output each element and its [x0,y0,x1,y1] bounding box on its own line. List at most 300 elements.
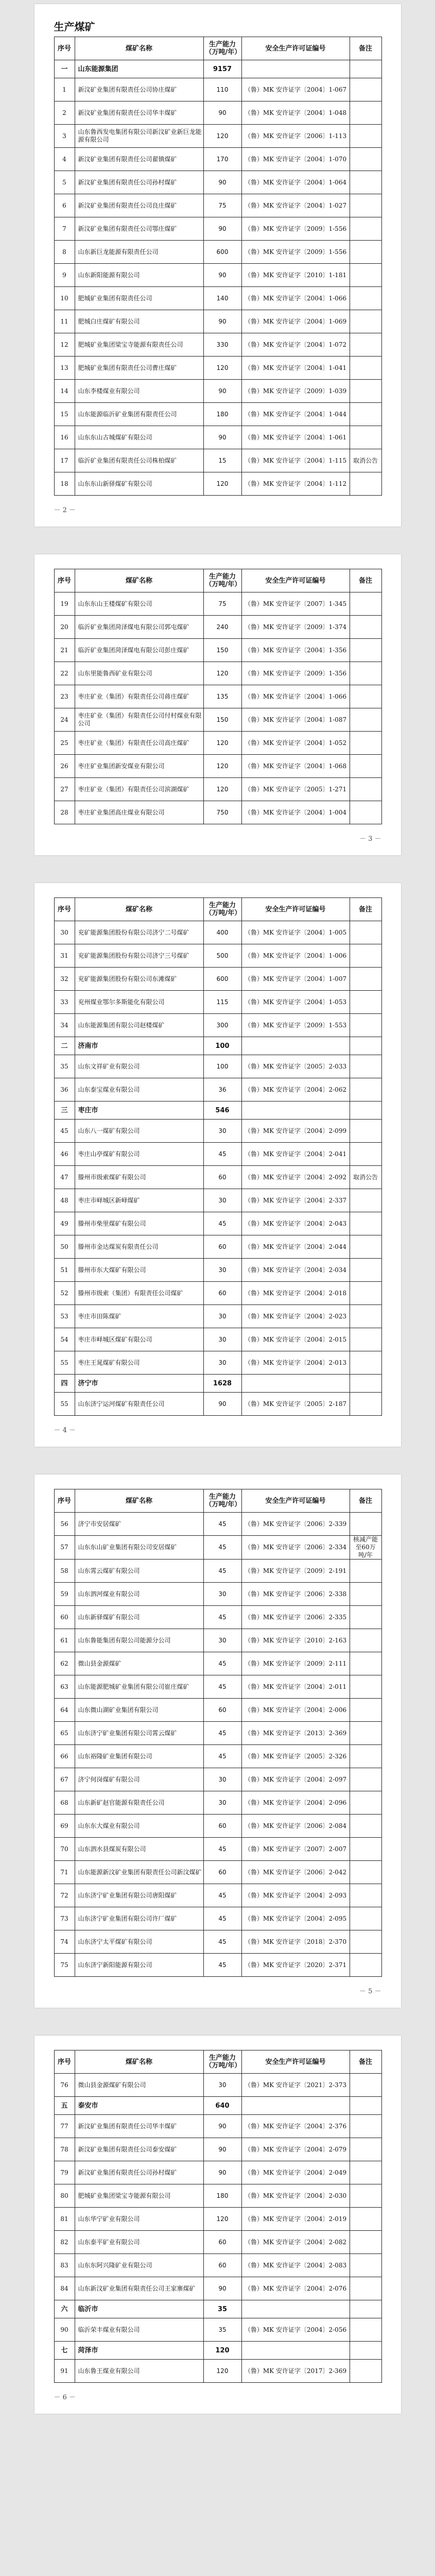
cell-capacity: 45 [203,1675,241,1699]
header-remarks: 备注 [350,898,381,921]
cell-remarks [350,60,381,78]
cell-remarks [350,1583,381,1606]
table-row [54,2074,381,2097]
table-header-row [54,2050,381,2074]
cell-mine-name: 兖矿能源集团股份有限公司济宁二号煤矿 [75,921,203,944]
cell-license-number: （鲁）MK 安许证字〔2009〕2-111 [241,1652,350,1675]
cell-license-number: （鲁）MK 安许证字〔2004〕1-005 [241,921,350,944]
cell-remarks [350,1305,381,1328]
table-row [54,1259,381,1282]
cell-remarks [350,380,381,403]
cell-license-number: （鲁）MK 安许证字〔2004〕2-013 [241,1351,350,1375]
cell-capacity: 45 [203,1212,241,1235]
cell-capacity: 30 [203,1328,241,1351]
cell-license-number: （鲁）MK 安许证字〔2006〕2-339 [241,1513,350,1536]
cell-mine-name: 山东裕隆矿业集团有限公司 [75,1745,203,1768]
cell-serial-number: 59 [54,1583,75,1606]
cell-capacity: 90 [203,2138,241,2161]
cell-capacity: 115 [203,991,241,1014]
cell-serial-number: 28 [54,801,75,824]
cell-mine-name: 临沂市 [75,2300,203,2318]
cell-license-number [241,60,350,78]
table-row [54,2254,381,2277]
cell-capacity: 60 [203,1699,241,1722]
cell-remarks [350,1014,381,1037]
table-row [54,708,381,732]
coal-mine-table [54,2050,382,2383]
table-row [54,2138,381,2161]
table-row [54,1166,381,1189]
cell-capacity: 30 [203,1305,241,1328]
cell-mine-name: 枣庄矿业（集团）有限责任公司付村煤业有限公司 [75,708,203,732]
cell-remarks [350,921,381,944]
cell-remarks [350,125,381,148]
cell-remarks [350,2277,381,2300]
cell-license-number: （鲁）MK 安许证字〔2007〕1-345 [241,592,350,616]
cell-serial-number: 六 [54,2300,75,2318]
cell-capacity: 120 [203,2360,241,2383]
cell-remarks [350,1606,381,1629]
cell-serial-number: 三 [54,1101,75,1120]
cell-remarks [350,1101,381,1120]
cell-remarks [350,2300,381,2318]
cell-capacity: 400 [203,921,241,944]
header-serial-number: 序号 [54,37,75,60]
cell-license-number: （鲁）MK 安许证字〔2004〕1-115 [241,449,350,472]
cell-remarks [350,287,381,310]
cell-capacity: 90 [203,217,241,241]
cell-mine-name: 新汶矿业集团有限责任公司华丰煤矿 [75,2115,203,2138]
coal-mine-table [54,37,382,496]
cell-capacity: 60 [203,1235,241,1259]
cell-license-number: （鲁）MK 安许证字〔2004〕1-027 [241,194,350,217]
cell-capacity: 30 [203,1259,241,1282]
cell-license-number: （鲁）MK 安许证字〔2004〕1-069 [241,310,350,333]
cell-capacity: 120 [203,2342,241,2360]
cell-capacity: 100 [203,1037,241,1055]
cell-mine-name: 临沂荣丰煤业有限公司 [75,2318,203,2342]
cell-mine-name: 山东能源临沂矿业集团有限责任公司 [75,403,203,426]
cell-remarks [350,2254,381,2277]
page-number: － 4 － [54,1427,76,1434]
cell-remarks [350,2318,381,2342]
cell-remarks [350,1815,381,1838]
header-remarks: 备注 [350,37,381,60]
cell-remarks [350,1838,381,1861]
cell-mine-name: 枣庄市峄城区煤矿有限公司 [75,1328,203,1351]
cell-capacity: 15 [203,449,241,472]
cell-serial-number: 79 [54,2161,75,2184]
cell-serial-number: 82 [54,2231,75,2254]
table-header-row [54,37,381,60]
cell-capacity: 150 [203,708,241,732]
cell-capacity: 60 [203,1815,241,1838]
cell-capacity: 180 [203,2184,241,2208]
cell-remarks [350,1907,381,1930]
cell-capacity: 120 [203,357,241,380]
table-row [54,1351,381,1375]
table-row [54,968,381,991]
cell-license-number: （鲁）MK 安许证字〔2004〕1-087 [241,708,350,732]
table-row [54,472,381,496]
table-row [54,662,381,685]
cell-serial-number: 69 [54,1815,75,1838]
cell-mine-name: 枣庄矿业集团高庄煤业有限公司 [75,801,203,824]
cell-remarks [350,1037,381,1055]
page-number: － 5 － [359,1988,381,1995]
cell-remarks [350,1930,381,1954]
header-serial-number: 序号 [54,898,75,921]
cell-capacity: 140 [203,287,241,310]
cell-license-number: （鲁）MK 安许证字〔2020〕2-371 [241,1954,350,1977]
cell-remarks [350,685,381,708]
header-license-number: 安全生产许可证编号 [241,1489,350,1513]
table-row [54,1815,381,1838]
table-row [54,1606,381,1629]
cell-serial-number: 91 [54,2360,75,2383]
cell-capacity: 1628 [203,1375,241,1393]
cell-mine-name: 肥城白庄煤矿有限公司 [75,310,203,333]
cell-capacity: 330 [203,333,241,357]
cell-remarks [350,1189,381,1212]
cell-serial-number: 32 [54,968,75,991]
cell-serial-number: 46 [54,1143,75,1166]
cell-mine-name: 山东能源肥城矿业集团有限公司崔庄煤矿 [75,1675,203,1699]
cell-mine-name: 枣庄矿业（集团）有限责任公司滨湖煤矿 [75,778,203,801]
cell-serial-number: 61 [54,1629,75,1652]
cell-serial-number: 13 [54,357,75,380]
cell-mine-name: 山东能源集团 [75,60,203,78]
cell-serial-number: 70 [54,1838,75,1861]
table-row [54,2231,381,2254]
cell-serial-number: 五 [54,2097,75,2115]
cell-serial-number: 75 [54,1954,75,1977]
cell-serial-number: 21 [54,639,75,662]
cell-capacity: 120 [203,2208,241,2231]
cell-license-number: （鲁）MK 安许证字〔2004〕2-093 [241,1884,350,1907]
cell-mine-name: 山东东山王楼煤矿有限公司 [75,592,203,616]
table-row [54,1560,381,1583]
cell-capacity: 546 [203,1101,241,1120]
cell-remarks [350,1699,381,1722]
table-row [54,1282,381,1305]
cell-remarks [350,1375,381,1393]
table-row [54,1838,381,1861]
cell-capacity: 60 [203,1166,241,1189]
table-row [54,1212,381,1235]
cell-mine-name: 肥城矿业集团梁宝寺能源有限责任公司 [75,333,203,357]
table-group-row [54,60,381,78]
table-row [54,357,381,380]
cell-license-number: （鲁）MK 安许证字〔2018〕2-370 [241,1930,350,1954]
cell-mine-name: 临沂矿业集团有限责任公司株柏煤矿 [75,449,203,472]
cell-serial-number: 26 [54,755,75,778]
cell-remarks [350,2138,381,2161]
cell-remarks [350,708,381,732]
cell-remarks [350,1791,381,1815]
cell-capacity: 150 [203,639,241,662]
table-group-row [54,2342,381,2360]
cell-license-number: （鲁）MK 安许证字〔2004〕2-337 [241,1189,350,1212]
header-capacity: 生产能力（万吨/年） [203,37,241,60]
document [0,4,435,2414]
cell-license-number: （鲁）MK 安许证字〔2004〕1-048 [241,101,350,125]
cell-remarks [350,2342,381,2360]
cell-serial-number: 34 [54,1014,75,1037]
table-row [54,241,381,264]
cell-license-number: （鲁）MK 安许证字〔2004〕2-079 [241,2138,350,2161]
cell-license-number: （鲁）MK 安许证字〔2006〕2-338 [241,1583,350,1606]
cell-capacity: 240 [203,616,241,639]
table-row [54,171,381,194]
cell-capacity: 120 [203,778,241,801]
cell-capacity: 45 [203,1536,241,1560]
cell-serial-number: 67 [54,1768,75,1791]
cell-serial-number: 16 [54,426,75,449]
cell-serial-number: 50 [54,1235,75,1259]
cell-capacity: 30 [203,1189,241,1212]
cell-license-number: （鲁）MK 安许证字〔2004〕1-044 [241,403,350,426]
cell-license-number: （鲁）MK 安许证字〔2010〕1-181 [241,264,350,287]
cell-mine-name: 山东东阿兴隆矿业有限公司 [75,2254,203,2277]
cell-mine-name: 山东八一煤矿有限公司 [75,1120,203,1143]
cell-mine-name: 新汶矿业集团有限责任公司良庄煤矿 [75,194,203,217]
cell-serial-number: 20 [54,616,75,639]
cell-license-number: （鲁）MK 安许证字〔2004〕2-082 [241,2231,350,2254]
cell-remarks [350,662,381,685]
cell-mine-name: 济南市 [75,1037,203,1055]
header-capacity: 生产能力（万吨/年） [203,569,241,592]
cell-serial-number: 63 [54,1675,75,1699]
cell-remarks [350,2360,381,2383]
cell-license-number: （鲁）MK 安许证字〔2004〕1-052 [241,732,350,755]
cell-mine-name: 枣庄王晁煤矿有限公司 [75,1351,203,1375]
cell-remarks [350,1055,381,1078]
table-row [54,287,381,310]
cell-capacity: 30 [203,1583,241,1606]
cell-license-number: （鲁）MK 安许证字〔2004〕1-061 [241,426,350,449]
cell-mine-name: 枣庄山亭煤矿有限公司 [75,1143,203,1166]
cell-serial-number: 90 [54,2318,75,2342]
cell-serial-number: 17 [54,449,75,472]
table-row [54,1583,381,1606]
cell-serial-number: 七 [54,2342,75,2360]
cell-license-number: （鲁）MK 安许证字〔2006〕2-042 [241,1861,350,1884]
cell-capacity: 90 [203,101,241,125]
table-row [54,426,381,449]
cell-remarks [350,2097,381,2115]
table-row [54,380,381,403]
cell-capacity: 600 [203,241,241,264]
cell-license-number: （鲁）MK 安许证字〔2004〕2-019 [241,2208,350,2231]
cell-serial-number: 23 [54,685,75,708]
cell-license-number: （鲁）MK 安许证字〔2004〕2-041 [241,1143,350,1166]
cell-capacity: 640 [203,2097,241,2115]
cell-remarks [350,1078,381,1101]
table-row [54,1629,381,1652]
table-row [54,101,381,125]
cell-remarks [350,1884,381,1907]
table-row [54,778,381,801]
cell-serial-number: 15 [54,403,75,426]
cell-license-number: （鲁）MK 安许证字〔2004〕1-004 [241,801,350,824]
cell-serial-number: 56 [54,1513,75,1536]
cell-license-number: （鲁）MK 安许证字〔2004〕2-097 [241,1768,350,1791]
cell-capacity: 600 [203,968,241,991]
header-license-number: 安全生产许可证编号 [241,898,350,921]
cell-capacity: 120 [203,472,241,496]
cell-license-number: （鲁）MK 安许证字〔2005〕2-326 [241,1745,350,1768]
cell-mine-name: 山东东山古城煤矿有限公司 [75,426,203,449]
cell-serial-number: 49 [54,1212,75,1235]
cell-license-number: （鲁）MK 安许证字〔2004〕1-053 [241,991,350,1014]
cell-serial-number: 24 [54,708,75,732]
cell-remarks [350,968,381,991]
cell-remarks [350,801,381,824]
cell-remarks [350,1212,381,1235]
cell-license-number: （鲁）MK 安许证字〔2004〕2-023 [241,1305,350,1328]
cell-mine-name: 山东东大煤业有限公司 [75,1815,203,1838]
cell-serial-number: 18 [54,472,75,496]
page-number: － 2 － [54,506,76,514]
cell-mine-name: 新汶矿业集团有限责任公司泰安煤矿 [75,2138,203,2161]
cell-serial-number: 51 [54,1259,75,1282]
table-row [54,1745,381,1768]
cell-mine-name: 临沂矿业集团菏泽煤电有限公司郭屯煤矿 [75,616,203,639]
cell-capacity: 100 [203,1055,241,1078]
table-group-row [54,1375,381,1393]
cell-remarks [350,592,381,616]
cell-mine-name: 山东东山矿业集团有限公司安居煤矿 [75,1536,203,1560]
cell-license-number: （鲁）MK 安许证字〔2004〕2-018 [241,1282,350,1305]
table-row [54,2277,381,2300]
table-row [54,1675,381,1699]
cell-serial-number: 60 [54,1606,75,1629]
table-row [54,1722,381,1745]
document-page [34,883,401,1447]
table-row [54,1930,381,1954]
cell-serial-number: 27 [54,778,75,801]
cell-serial-number: 33 [54,991,75,1014]
cell-remarks [350,1351,381,1375]
cell-serial-number: 55 [54,1393,75,1416]
header-mine-name: 煤矿名称 [75,569,203,592]
cell-mine-name: 山东泗河煤业有限公司 [75,1583,203,1606]
cell-mine-name: 肥城矿业集团梁宝寺能源有限公司 [75,2184,203,2208]
cell-serial-number: 3 [54,125,75,148]
table-row [54,264,381,287]
header-mine-name: 煤矿名称 [75,898,203,921]
table-row [54,991,381,1014]
cell-license-number: （鲁）MK 安许证字〔2004〕1-064 [241,171,350,194]
cell-mine-name: 枣庄市 [75,1101,203,1120]
cell-serial-number: 35 [54,1055,75,1078]
cell-serial-number: 36 [54,1078,75,1101]
cell-mine-name: 山东华宁矿业有限公司 [75,2208,203,2231]
cell-mine-name: 兖矿能源集团股份有限公司东滩煤矿 [75,968,203,991]
cell-serial-number: 14 [54,380,75,403]
table-row [54,1055,381,1078]
cell-serial-number: 45 [54,1120,75,1143]
cell-license-number: （鲁）MK 安许证字〔2004〕2-056 [241,2318,350,2342]
table-row [54,194,381,217]
document-page [34,1475,401,2008]
cell-remarks [350,1143,381,1166]
cell-license-number: （鲁）MK 安许证字〔2004〕1-006 [241,944,350,968]
cell-capacity: 120 [203,732,241,755]
cell-capacity: 120 [203,755,241,778]
cell-remarks [350,944,381,968]
table-row [54,1120,381,1143]
cell-serial-number: 10 [54,287,75,310]
cell-license-number: （鲁）MK 安许证字〔2009〕2-191 [241,1560,350,1583]
cell-serial-number: 78 [54,2138,75,2161]
table-row [54,639,381,662]
cell-remarks [350,1282,381,1305]
cell-capacity: 45 [203,1560,241,1583]
cell-capacity: 60 [203,2254,241,2277]
page-number: － 6 － [54,2394,76,2401]
cell-license-number: （鲁）MK 安许证字〔2004〕2-376 [241,2115,350,2138]
cell-remarks [350,472,381,496]
cell-serial-number: 7 [54,217,75,241]
cell-mine-name: 新汶矿业集团有限责任公司孙村煤矿 [75,2161,203,2184]
table-row [54,2208,381,2231]
table-row [54,2115,381,2138]
table-row [54,1791,381,1815]
table-row [54,1768,381,1791]
cell-capacity: 45 [203,1930,241,1954]
cell-remarks [350,2231,381,2254]
cell-capacity: 75 [203,194,241,217]
cell-license-number: （鲁）MK 安许证字〔2004〕2-044 [241,1235,350,1259]
cell-license-number: （鲁）MK 安许证字〔2006〕2-335 [241,1606,350,1629]
cell-mine-name: 山东济宁太平煤矿有限公司 [75,1930,203,1954]
cell-capacity: 45 [203,1606,241,1629]
cell-mine-name: 山东李楼煤业有限公司 [75,380,203,403]
cell-license-number: （鲁）MK 安许证字〔2004〕2-015 [241,1328,350,1351]
cell-remarks [350,2115,381,2138]
cell-remarks [350,1259,381,1282]
header-remarks: 备注 [350,1489,381,1513]
cell-remarks [350,991,381,1014]
cell-remarks [350,101,381,125]
cell-capacity: 90 [203,264,241,287]
cell-mine-name: 肥城矿业集团有限责任公司曹庄煤矿 [75,357,203,380]
cell-license-number [241,1375,350,1393]
cell-capacity: 35 [203,2318,241,2342]
table-row [54,685,381,708]
cell-serial-number: 71 [54,1861,75,1884]
cell-mine-name: 山东能源集团有限公司赵楼煤矿 [75,1014,203,1037]
cell-mine-name: 新汶矿业集团有限责任公司孙村煤矿 [75,171,203,194]
cell-mine-name: 新汶矿业集团有限责任公司鄂庄煤矿 [75,217,203,241]
cell-capacity: 90 [203,2277,241,2300]
cell-license-number: （鲁）MK 安许证字〔2004〕2-034 [241,1259,350,1282]
cell-serial-number: 83 [54,2254,75,2277]
table-row [54,1305,381,1328]
cell-mine-name: 微山县金源煤矿 [75,1652,203,1675]
table-header-row [54,898,381,921]
cell-serial-number: 22 [54,662,75,685]
cell-license-number: （鲁）MK 安许证字〔2004〕1-066 [241,287,350,310]
cell-capacity: 180 [203,403,241,426]
cell-serial-number: 二 [54,1037,75,1055]
table-row [54,2184,381,2208]
cell-license-number: （鲁）MK 安许证字〔2005〕1-271 [241,778,350,801]
table-row [54,1143,381,1166]
cell-remarks [350,1328,381,1351]
